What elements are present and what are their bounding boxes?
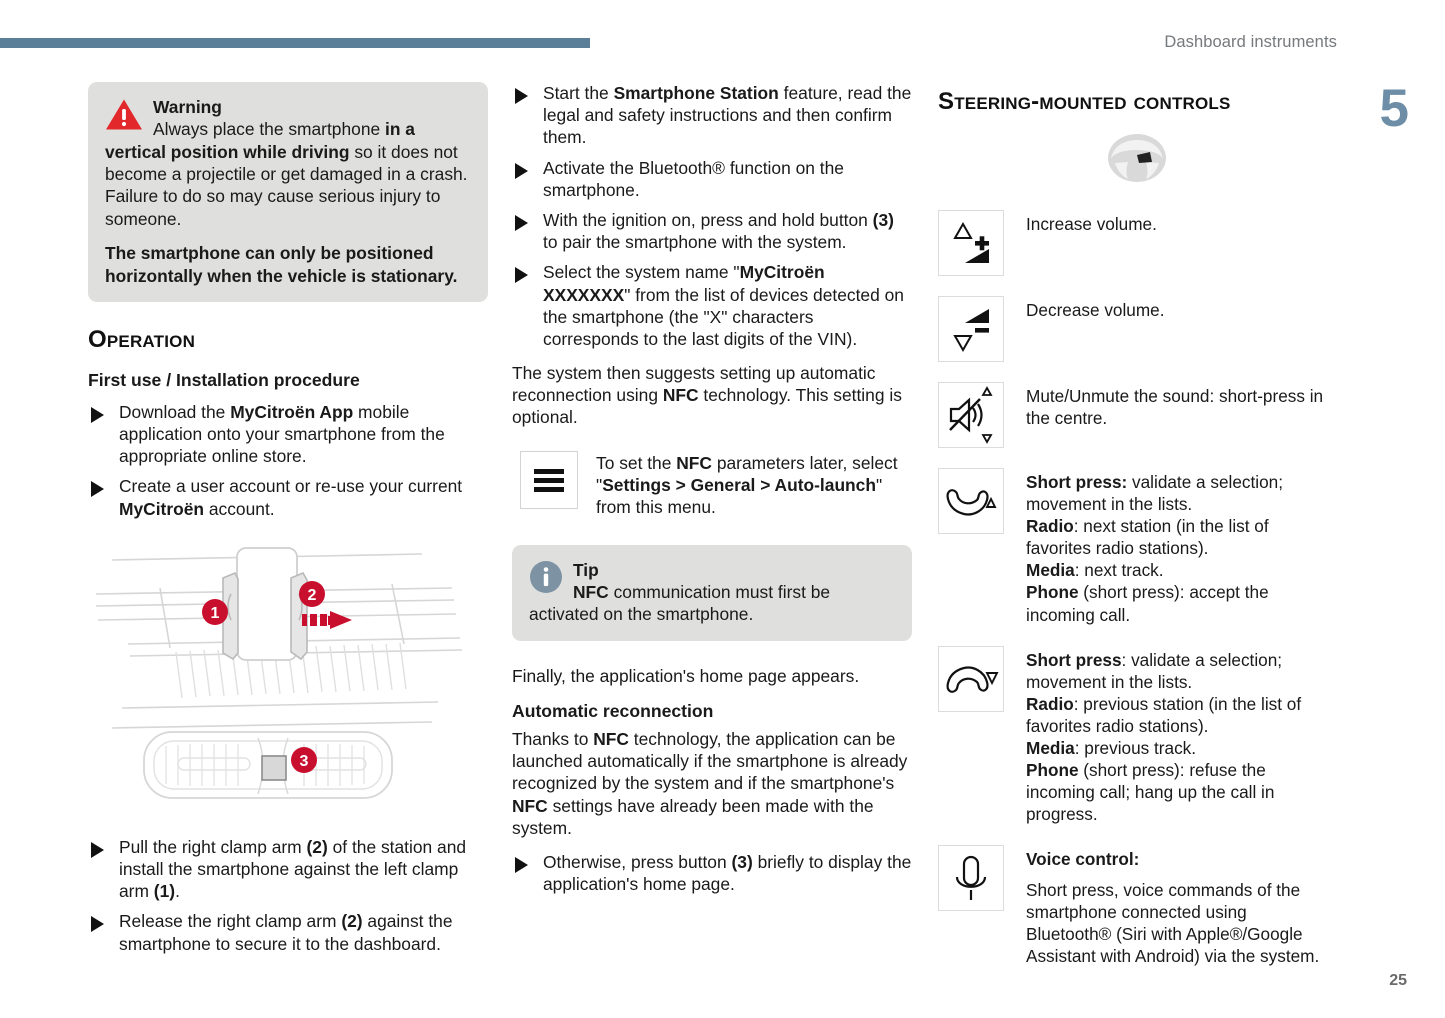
control-line: Mute/Unmute the sound: short-press in the centre. — [1026, 386, 1324, 429]
bullet-text-2: mobile application onto your smartphone from the appropriate online store. — [119, 401, 445, 467]
control-line — [1026, 737, 1336, 759]
bullet-text-2: of the station and install the smartphone against the left clamp arm — [119, 836, 467, 902]
warning-triangle-icon — [105, 98, 143, 131]
bullet-text-2: against the smartphone to secure it to the dashboard. — [119, 911, 453, 954]
control-line-bold: Radio — [1026, 693, 1074, 714]
smartphone-station-illustration — [92, 532, 474, 820]
bullet-text: Create a user account or re-use your current — [119, 476, 463, 497]
control-line-text: : validate a selection; movement in the lists. — [1026, 649, 1283, 692]
control-text-volume-up — [1026, 210, 1336, 235]
phone-pickup-up-icon — [938, 468, 1004, 534]
bullet-text: Start the — [543, 83, 614, 103]
bullet-text-2: to pair the smartphone with the system. — [543, 232, 847, 253]
tip-callout — [512, 545, 912, 641]
ar-c: technology, the application can be launched automatically if the smartphone is already recognized by the system and if the smartphone's — [512, 728, 908, 794]
control-text-phone-hangup — [1026, 646, 1336, 826]
bullet-text-3: . — [175, 881, 180, 902]
control-line — [1026, 693, 1336, 737]
column-two — [512, 82, 912, 907]
svg-text:2: 2 — [307, 586, 317, 604]
installation-bullet-list — [88, 401, 488, 520]
column-one — [88, 82, 488, 967]
control-text-phone-pickup — [1026, 468, 1336, 626]
list-item — [512, 261, 912, 350]
bullet-bold: Smartphone Station — [613, 83, 779, 103]
control-line-text: : previous track. — [1074, 738, 1197, 759]
page-number: 25 — [1389, 972, 1407, 989]
bullet-bold: (2) — [306, 836, 328, 857]
bullet-text: With the ignition on, press and hold button — [543, 209, 873, 230]
phone-hangup-down-icon — [938, 646, 1004, 712]
list-item — [512, 209, 912, 253]
clamp-bullet-list — [88, 836, 488, 955]
operation-heading-text: Operation — [88, 325, 196, 353]
control-line-text: (short press): refuse the incoming call; hang up the call in progress. — [1026, 760, 1275, 825]
control-line-bold: Short press: — [1026, 472, 1128, 492]
control-row-mute — [938, 382, 1336, 448]
control-text-mute — [1026, 382, 1336, 429]
control-line-bold: Short press — [1026, 649, 1122, 670]
pairing-bullet-list — [512, 82, 912, 350]
microphone-icon — [938, 845, 1004, 911]
column-three — [938, 82, 1336, 987]
ar-d: NFC — [512, 795, 548, 816]
bullet-text-2: account. — [204, 498, 275, 519]
info-circle-icon — [529, 560, 563, 594]
nfc-para-b: NFC — [662, 385, 699, 406]
tip-b: communication must first be activated on the smartphone. — [529, 582, 831, 625]
control-line — [1026, 581, 1336, 625]
bullet-text: Otherwise, press button — [543, 851, 732, 872]
nfc-paragraph — [512, 362, 912, 429]
control-line-text: (short press): accept the incoming call. — [1026, 582, 1269, 625]
control-text-volume-down — [1026, 296, 1336, 321]
bullet-bold: MyCitroën App — [230, 401, 354, 422]
control-line — [1026, 649, 1336, 693]
control-line — [1026, 515, 1336, 559]
nfc-para-c: technology. This setting is optional. — [512, 385, 902, 428]
control-row-volume-down — [938, 296, 1336, 362]
first-use-subheading: First use / Installation procedure — [88, 369, 360, 390]
bullet-text: Activate the Bluetooth® function on the smartphone. — [543, 157, 844, 200]
menu-note-text — [596, 451, 912, 519]
home-page-paragraph: Finally, the application's home page appears. — [512, 665, 860, 686]
svg-text:3: 3 — [299, 752, 309, 770]
mute-icon — [938, 382, 1004, 448]
automatic-reconnection-paragraph — [512, 728, 912, 839]
steering-controls-heading-text: Steering-mounted controls — [938, 88, 1231, 115]
warning-line2: The smartphone can only be positioned horizontally when the vehicle is stationary. — [105, 243, 458, 286]
bullet-text-2: " from the list of devices detected on the smartphone (the "X" characters corresponds to the last digits of the VIN). — [543, 284, 904, 349]
control-line: Increase volume. — [1026, 214, 1157, 234]
list-item — [512, 851, 912, 895]
control-line-bold: Media — [1026, 738, 1075, 759]
control-row-volume-up — [938, 210, 1336, 276]
control-row-phone-pickup — [938, 468, 1336, 626]
bullet-text: Download the — [119, 401, 231, 422]
warning-text — [105, 96, 471, 287]
ar-b: NFC — [593, 728, 629, 749]
control-line-bold: Media — [1026, 560, 1075, 581]
warning-line1a: Always place the smartphone — [153, 119, 385, 140]
menu-note-b: NFC — [676, 452, 712, 473]
list-item — [512, 157, 912, 201]
control-text-voice — [1026, 845, 1336, 966]
control-line-bold: Phone — [1026, 582, 1079, 603]
list-item — [88, 910, 488, 954]
automatic-reconnection-heading: Automatic reconnection — [512, 700, 714, 721]
warning-line1c: so it does not become a projectile or get damaged in a crash. Failure to do so may cause serious injury to someone. — [105, 141, 468, 229]
svg-text:1: 1 — [210, 604, 220, 622]
final-bullet-list — [512, 851, 912, 895]
bullet-text: Pull the right clamp arm — [119, 836, 307, 857]
control-line-text: : next station (in the list of favorites radio stations). — [1026, 516, 1269, 559]
control-line — [1026, 559, 1336, 581]
header-rule — [0, 38, 590, 48]
warning-callout — [88, 82, 488, 302]
bullet-bold: MyCitroën — [119, 498, 205, 519]
bullet-bold: (3) — [731, 851, 753, 872]
volume-down-icon — [938, 296, 1004, 362]
control-line-text: validate a selection; movement in the lists. — [1026, 472, 1283, 515]
list-item — [88, 475, 488, 519]
control-row-phone-hangup — [938, 646, 1336, 826]
chapter-number: 5 — [1379, 79, 1409, 138]
control-line-bold: Voice control: — [1026, 849, 1140, 870]
hamburger-menu-icon — [520, 451, 578, 509]
bullet-text: Select the system name " — [543, 262, 740, 283]
steering-wheel-icon — [1106, 132, 1168, 184]
list-item — [88, 836, 488, 903]
operation-heading — [88, 326, 488, 354]
control-line-text: : next track. — [1074, 560, 1164, 581]
bullet-bold: (3) — [872, 209, 894, 230]
control-line — [1026, 848, 1336, 870]
menu-note-c: parameters later, select " — [596, 452, 898, 495]
menu-note — [520, 451, 912, 519]
bullet-text-2: feature, read the legal and safety instructions and then confirm them. — [543, 83, 912, 148]
menu-note-d: Settings > General > Auto-launch — [602, 474, 876, 495]
warning-title: Warning — [153, 97, 222, 117]
bullet-bold-2: (1) — [153, 881, 176, 902]
control-line: Decrease volume. — [1026, 300, 1165, 320]
ar-a: Thanks to — [512, 728, 594, 749]
tip-text — [529, 559, 895, 626]
control-line-bold: Radio — [1026, 516, 1074, 537]
ar-e: settings have already been made with the system. — [512, 795, 874, 838]
list-item — [88, 401, 488, 468]
nfc-para-a: The system then suggests setting up automatic reconnection using — [512, 363, 876, 406]
tip-a: NFC — [573, 582, 609, 603]
control-row-voice — [938, 845, 1336, 966]
tip-title: Tip — [573, 559, 599, 580]
control-line: Short press, voice commands of the smartphone connected using Bluetooth® (Siri with Apple®/Google Assistant with Android) via the system. — [1026, 879, 1320, 966]
bullet-text: Release the right clamp arm — [119, 911, 342, 932]
bullet-bold: MyCitroën XXXXXXX — [543, 262, 825, 305]
control-line — [1026, 471, 1336, 515]
control-line — [1026, 759, 1336, 825]
steering-controls-heading — [938, 88, 1336, 116]
warning-line1b: in a vertical position while driving — [105, 119, 415, 162]
bullet-text-2: briefly to display the application's home page. — [543, 851, 912, 895]
volume-up-icon — [938, 210, 1004, 276]
running-head: Dashboard instruments — [1164, 33, 1337, 51]
list-item — [512, 82, 912, 149]
bullet-bold: (2) — [341, 911, 363, 932]
menu-note-a: To set the — [596, 452, 677, 473]
control-line-text: : previous station (in the list of favorites radio stations). — [1026, 693, 1302, 736]
control-line-bold: Phone — [1026, 760, 1079, 781]
menu-note-e: " from this menu. — [596, 474, 883, 518]
